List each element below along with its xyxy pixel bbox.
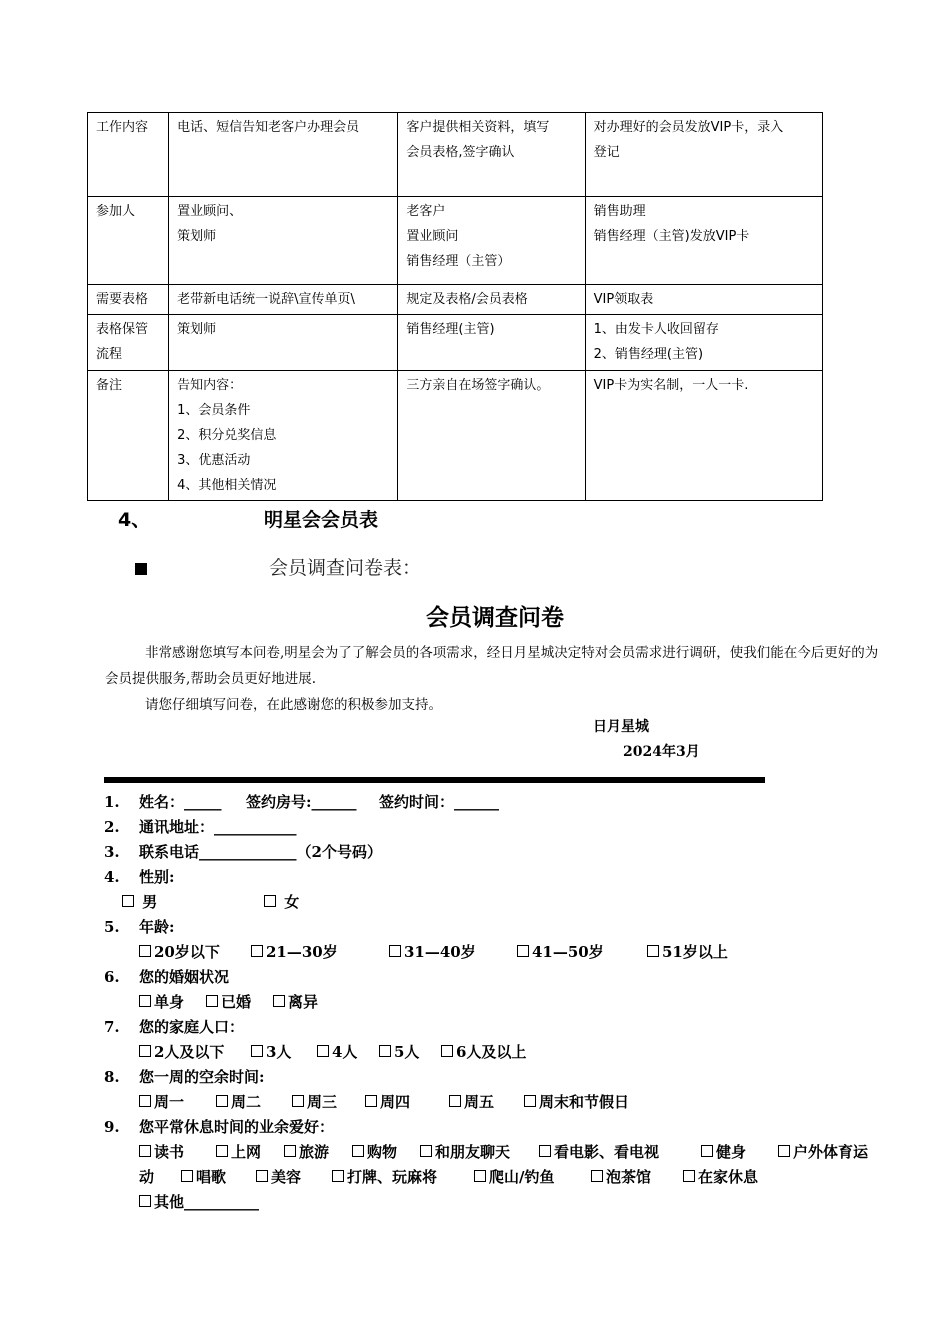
option-hobby[interactable]: 在家休息 <box>683 1166 758 1188</box>
option-hobby[interactable]: 看电影、看电视 <box>539 1141 701 1163</box>
cell-line: 老客户 <box>406 204 446 219</box>
question-text <box>139 816 297 838</box>
member-process-table <box>87 112 823 501</box>
option-age-3[interactable]: 31—40岁 <box>389 941 517 963</box>
table-cell <box>169 197 398 285</box>
checkbox-icon[interactable] <box>216 1095 228 1107</box>
table-cell <box>585 285 822 315</box>
cell-line: 1、会员条件 <box>177 403 251 418</box>
question-text: 性别: <box>139 868 175 886</box>
sign-time-field[interactable]: ______ <box>454 793 500 811</box>
option-hobby[interactable]: 读书 <box>139 1141 216 1163</box>
checkbox-icon[interactable] <box>647 945 659 957</box>
table-cell <box>169 285 398 315</box>
table-row <box>88 197 823 285</box>
question-number: 2. <box>104 818 120 836</box>
name-label: 姓名： <box>139 793 185 811</box>
cell-line: 客户提供相关资料，填写 <box>406 120 550 135</box>
survey-intro <box>105 640 885 718</box>
checkbox-icon[interactable] <box>139 1095 151 1107</box>
cell-line: 4、其他相关情况 <box>177 478 277 493</box>
cell-line: 销售助理 <box>593 204 646 219</box>
question-text: 您一周的空余时间: <box>139 1068 265 1086</box>
option-household-3[interactable]: 4人 <box>317 1041 379 1063</box>
cell-line: 参加人 <box>96 204 136 219</box>
checkbox-icon[interactable] <box>216 1145 228 1157</box>
table-cell <box>585 113 822 197</box>
checkbox-icon[interactable] <box>352 1145 364 1157</box>
cell-line: 3、优惠活动 <box>177 453 251 468</box>
option-hobby[interactable]: 唱歌 <box>181 1166 256 1188</box>
cell-line: 销售经理(主管) <box>406 322 495 337</box>
question-text: 您的家庭人口： <box>139 1018 245 1036</box>
address-label: 通讯地址： <box>139 818 215 836</box>
checkbox-icon[interactable] <box>139 1195 151 1207</box>
survey-date: 2024年3月 <box>623 744 700 760</box>
gender-options <box>122 891 299 913</box>
table-cell <box>398 197 585 285</box>
table-cell <box>398 315 585 371</box>
option-female[interactable]: 女 <box>264 891 299 913</box>
checkbox-icon[interactable] <box>284 1145 296 1157</box>
cell-line: 三方亲自在场签字确认。 <box>406 378 550 393</box>
checkbox-icon[interactable] <box>332 1170 344 1182</box>
option-age-1[interactable]: 20岁以下 <box>139 941 251 963</box>
household-options <box>139 1041 526 1063</box>
question-text <box>139 791 499 813</box>
table-cell <box>398 371 585 501</box>
section-number: 4、 <box>118 509 151 531</box>
option-hobby-other[interactable]: 其他__________ <box>139 1191 259 1213</box>
table-cell <box>169 113 398 197</box>
cell-line: 销售经理（主管） <box>406 254 511 269</box>
checkbox-icon[interactable] <box>256 1170 268 1182</box>
room-field[interactable]: ______ <box>311 793 357 811</box>
cell-line: 老带新电话统一说辞\宣传单页\ <box>177 292 355 307</box>
hobby-options-line-1 <box>139 1141 868 1163</box>
checkbox-icon[interactable] <box>264 895 276 907</box>
option-hobby[interactable]: 爬山/钓鱼 <box>474 1166 591 1188</box>
bullet-heading <box>135 553 421 580</box>
section-title: 明星会会员表 <box>264 509 379 531</box>
other-field[interactable]: __________ <box>184 1193 260 1211</box>
option-hobby[interactable]: 打牌、玩麻将 <box>332 1166 474 1188</box>
option-age-4[interactable]: 41—50岁 <box>517 941 647 963</box>
option-hobby[interactable]: 户外体育运 <box>778 1141 868 1163</box>
option-hobby[interactable]: 健身 <box>701 1141 778 1163</box>
option-hobby[interactable]: 旅游 <box>284 1141 352 1163</box>
room-label: 签约房号: <box>245 793 312 811</box>
checkbox-icon[interactable] <box>539 1145 551 1157</box>
cell-line: 登记 <box>593 145 620 160</box>
cell-line: 需要表格 <box>96 292 149 307</box>
intro-paragraph-1: 非常感谢您填写本问卷,明星会为了了解会员的各项需求，经日月星城决定特对会员需求进行调研，使我们能在今后更好的为会员提供服务,帮助会员更好地进展. <box>105 645 879 687</box>
name-field[interactable]: _____ <box>184 793 222 811</box>
option-mon[interactable]: 周一 <box>139 1091 216 1113</box>
cell-line: 置业顾问、 <box>177 204 243 219</box>
option-tue[interactable]: 周二 <box>216 1091 292 1113</box>
table-cell <box>169 371 398 501</box>
row-header-cell <box>88 285 169 315</box>
option-divorced[interactable]: 离异 <box>273 991 318 1013</box>
row-header-cell <box>88 113 169 197</box>
intro-paragraph-2: 请您仔细填写问卷，在此感谢您的积极参加支持。 <box>145 697 442 713</box>
cell-line: 表格保管 <box>96 322 149 337</box>
checkbox-icon[interactable] <box>524 1095 536 1107</box>
checkbox-icon[interactable] <box>273 995 285 1007</box>
option-household-5[interactable]: 6人及以上 <box>441 1041 526 1063</box>
sign-time-label: 签约时间： <box>379 793 455 811</box>
question-text: 年龄: <box>139 918 175 936</box>
table-cell <box>585 315 822 371</box>
question-number: 4. <box>104 868 120 886</box>
checkbox-icon[interactable] <box>420 1145 432 1157</box>
option-household-1[interactable]: 2人及以下 <box>139 1041 251 1063</box>
table-cell <box>398 113 585 197</box>
table-row <box>88 371 823 501</box>
option-hobby[interactable]: 上网 <box>216 1141 284 1163</box>
question-number: 8. <box>104 1068 120 1086</box>
checkbox-icon[interactable] <box>379 1045 391 1057</box>
question-number: 6. <box>104 968 120 986</box>
cell-line: 流程 <box>96 347 123 362</box>
checkbox-icon[interactable] <box>139 1045 151 1057</box>
phone-field[interactable]: _____________ <box>199 843 297 861</box>
checkbox-icon[interactable] <box>251 945 263 957</box>
option-hobby[interactable]: 和朋友聊天 <box>420 1141 539 1163</box>
free-time-options <box>139 1091 629 1113</box>
option-thu[interactable]: 周四 <box>365 1091 449 1113</box>
checkbox-icon[interactable] <box>449 1095 461 1107</box>
checkbox-icon[interactable] <box>317 1045 329 1057</box>
option-age-2[interactable]: 21—30岁 <box>251 941 389 963</box>
cell-line: 备注 <box>96 378 123 393</box>
question-text <box>139 841 382 863</box>
checkbox-icon[interactable] <box>251 1045 263 1057</box>
cell-line: 2、积分兑奖信息 <box>177 428 277 443</box>
cell-line: 工作内容 <box>96 120 149 135</box>
option-hobby[interactable]: 美容 <box>256 1166 332 1188</box>
cell-line: VIP卡为实名制，一人一卡. <box>593 378 749 393</box>
checkbox-icon[interactable] <box>701 1145 713 1157</box>
checkbox-icon[interactable] <box>365 1095 377 1107</box>
checkbox-icon[interactable] <box>206 995 218 1007</box>
cell-line: 规定及表格/会员表格 <box>406 292 528 307</box>
question-text: 您的婚姻状况 <box>139 968 230 986</box>
checkbox-icon[interactable] <box>122 895 134 907</box>
cell-line: 会员表格,签字确认 <box>406 145 515 160</box>
table-cell <box>585 371 822 501</box>
survey-signature: 日月星城 <box>593 719 649 735</box>
checkbox-icon[interactable] <box>181 1170 193 1182</box>
table-row <box>88 315 823 371</box>
survey-title: 会员调查问卷 <box>426 605 564 631</box>
option-single[interactable]: 单身 <box>139 991 206 1013</box>
option-weekend[interactable]: 周末和节假日 <box>524 1091 629 1113</box>
row-header-cell <box>88 371 169 501</box>
cell-line: 策划师 <box>177 229 217 244</box>
phone-label: 联系电话 <box>139 843 200 861</box>
option-fri[interactable]: 周五 <box>449 1091 524 1113</box>
option-married[interactable]: 已婚 <box>206 991 273 1013</box>
cell-line: 告知内容： <box>177 378 243 393</box>
address-field[interactable]: ___________ <box>214 818 297 836</box>
option-household-4[interactable]: 5人 <box>379 1041 441 1063</box>
question-number: 9. <box>104 1118 120 1136</box>
cell-line: 2、销售经理(主管) <box>593 347 704 362</box>
row-header-cell <box>88 315 169 371</box>
checkbox-icon[interactable] <box>591 1170 603 1182</box>
checkbox-icon[interactable] <box>778 1145 790 1157</box>
cell-line: 1、由发卡人收回留存 <box>593 322 719 337</box>
section-heading <box>118 505 378 532</box>
cell-line: 销售经理（主管)发放VIP卡 <box>593 229 750 244</box>
checkbox-icon[interactable] <box>474 1170 486 1182</box>
hobby-options-line-2 <box>139 1166 758 1188</box>
cell-line: 置业顾问 <box>406 229 459 244</box>
checkbox-icon[interactable] <box>683 1170 695 1182</box>
option-age-5[interactable]: 51岁以上 <box>647 941 728 963</box>
divider <box>104 777 765 783</box>
option-wed[interactable]: 周三 <box>292 1091 365 1113</box>
table-cell <box>169 315 398 371</box>
table-cell <box>398 285 585 315</box>
question-number: 1. <box>104 793 120 811</box>
cell-line: VIP领取表 <box>593 292 654 307</box>
checkbox-icon[interactable] <box>139 995 151 1007</box>
checkbox-icon[interactable] <box>292 1095 304 1107</box>
row-header-cell <box>88 197 169 285</box>
table-cell <box>585 197 822 285</box>
checkbox-icon[interactable] <box>441 1045 453 1057</box>
bullet-text: 会员调查问卷表： <box>269 557 422 579</box>
option-hobby[interactable]: 购物 <box>352 1141 420 1163</box>
option-household-2[interactable]: 3人 <box>251 1041 317 1063</box>
checkbox-icon[interactable] <box>517 945 529 957</box>
cell-line: 电话、短信告知老客户办理会员 <box>177 120 360 135</box>
phone-note: （2个号码） <box>296 843 382 861</box>
cell-line: 对办理好的会员发放VIP卡，录入 <box>593 120 784 135</box>
table-row <box>88 285 823 315</box>
table-row <box>88 113 823 197</box>
question-number: 5. <box>104 918 120 936</box>
square-bullet-icon <box>135 563 147 575</box>
cell-line: 策划师 <box>177 322 217 337</box>
hobby-other <box>139 1191 259 1213</box>
age-options <box>139 941 728 963</box>
option-male[interactable]: 男 <box>122 891 264 913</box>
question-text: 您平常休息时间的业余爱好： <box>139 1118 335 1136</box>
checkbox-icon[interactable] <box>389 945 401 957</box>
option-hobby[interactable]: 泡茶馆 <box>591 1166 683 1188</box>
checkbox-icon[interactable] <box>139 945 151 957</box>
checkbox-icon[interactable] <box>139 1145 151 1157</box>
question-number: 7. <box>104 1018 120 1036</box>
wrapped-text: 动 <box>139 1168 155 1186</box>
question-number: 3. <box>104 843 120 861</box>
marital-options <box>139 991 318 1013</box>
